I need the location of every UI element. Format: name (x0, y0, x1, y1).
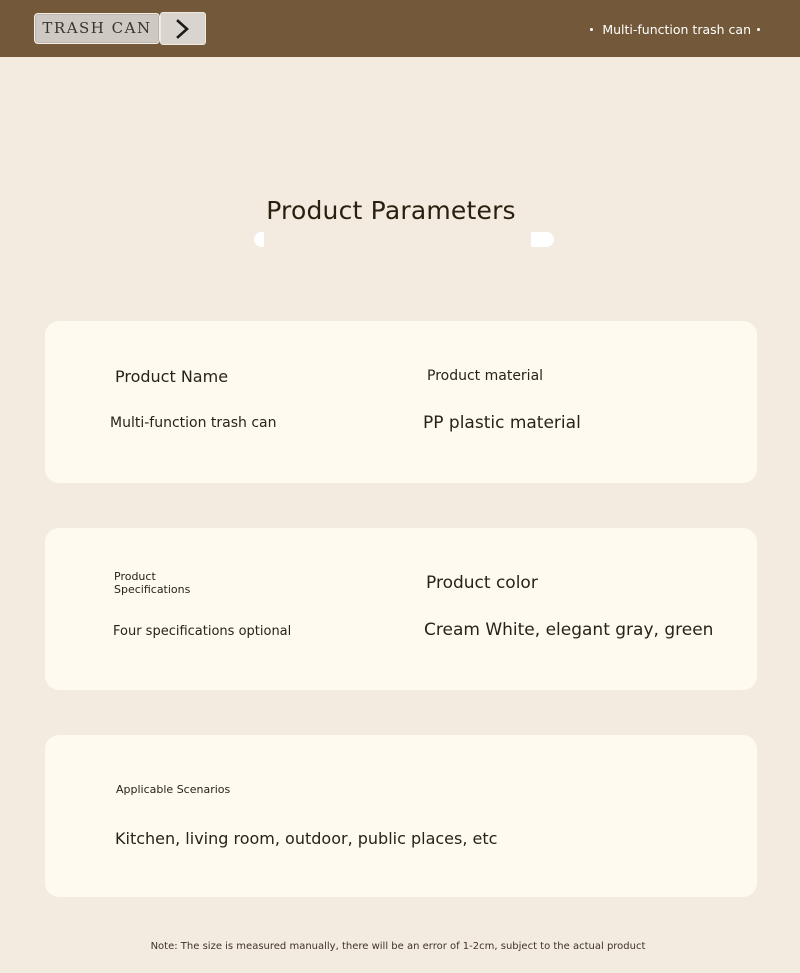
product-material-label: Product material (427, 368, 544, 384)
product-name-value: Multi-function trash can (110, 415, 277, 431)
tagline (590, 20, 760, 38)
title-decoration-left (254, 232, 264, 247)
product-material-value: PP plastic material (423, 413, 581, 433)
dot-icon (757, 28, 760, 31)
applicable-scenarios-label: Applicable Scenarios (116, 783, 231, 796)
parameter-card-scenarios (45, 735, 757, 897)
chevron-right-icon (174, 19, 192, 39)
parameter-card-spec-color (45, 528, 757, 690)
product-color-value: Cream White, elegant gray, green (424, 620, 714, 640)
brand-badge (34, 13, 160, 44)
specifications-label-line1: Product (114, 570, 156, 583)
section-title: Product Parameters (266, 196, 516, 225)
applicable-scenarios-value: Kitchen, living room, outdoor, public places, etc (115, 829, 498, 848)
product-name-label: Product Name (115, 367, 229, 386)
product-color-label: Product color (426, 573, 538, 593)
title-decoration-right (531, 232, 554, 247)
next-button[interactable] (160, 12, 206, 45)
dot-icon (590, 28, 593, 31)
product-specifications-label (114, 570, 190, 596)
product-specifications-value: Four specifications optional (113, 624, 292, 639)
measurement-note: Note: The size is measured manually, there will be an error of 1-2cm, subject to the actual product (150, 941, 646, 952)
specifications-label-line2: Specifications (114, 583, 191, 596)
parameter-card-name-material (45, 321, 757, 483)
top-banner (0, 0, 800, 57)
brand-label: TRASH CAN (42, 19, 152, 37)
tagline-text: Multi-function trash can (602, 21, 751, 37)
